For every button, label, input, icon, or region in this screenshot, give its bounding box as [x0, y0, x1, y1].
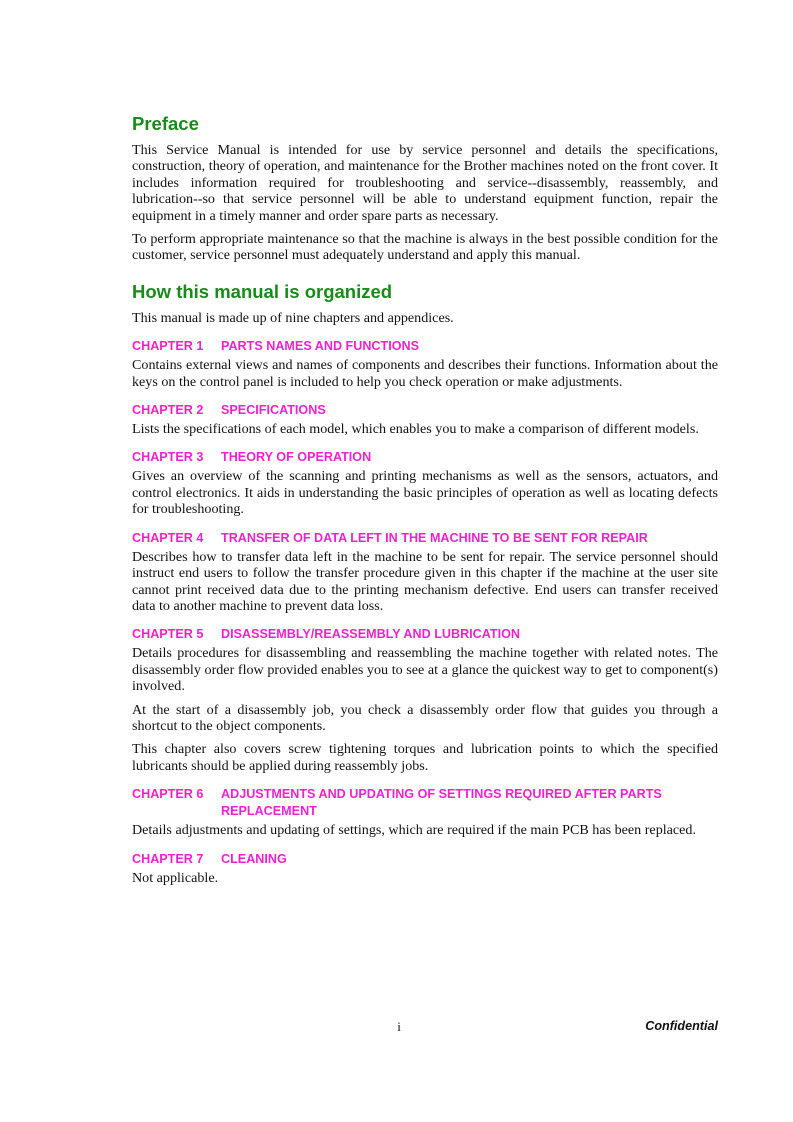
preface-paragraph: To perform appropriate maintenance so that the machine is always in the best possible condition for the customer, service personnel must adequately understand and apply this manual. [132, 231, 718, 264]
chapter-title: DISASSEMBLY/REASSEMBLY AND LUBRICATION [221, 627, 521, 642]
chapter-1 [132, 338, 718, 390]
chapter-number: CHAPTER 3 [132, 450, 204, 465]
chapter-number: CHAPTER 5 [132, 627, 204, 642]
chapter-description: Describes how to transfer data left in the machine to be sent for repair. The service personnel should instruct end users to follow the transfer procedure given in this chapter if the machine at the user site cannot print received data due to the printing mechanism defective. End users can transfer received data to another machine to prevent data loss. [132, 548, 718, 614]
chapter-description: This chapter also covers screw tightening torques and lubrication points to which the specified lubricants should be applied during reassembly jobs. [132, 741, 718, 774]
chapter-heading [132, 626, 718, 643]
chapter-2 [132, 402, 718, 437]
chapter-description: At the start of a disassembly job, you check a disassembly order flow that guides you through a shortcut to the object components. [132, 701, 718, 734]
chapter-heading [132, 530, 718, 547]
page-content [132, 112, 718, 893]
page-footer [132, 1019, 718, 1035]
confidential-label: Confidential [645, 1019, 718, 1033]
chapter-7 [132, 851, 718, 886]
chapter-title: THEORY OF OPERATION [221, 450, 372, 465]
chapter-description: Details adjustments and updating of settings, which are required if the main PCB has been replaced. [132, 822, 696, 839]
chapter-5 [132, 626, 718, 774]
chapter-heading [132, 338, 718, 355]
chapter-description: Not applicable. [132, 869, 219, 886]
chapter-title: TRANSFER OF DATA LEFT IN THE MACHINE TO BE SENT FOR REPAIR [221, 530, 648, 545]
chapter-title: SPECIFICATIONS [221, 403, 326, 418]
chapter-number: CHAPTER 7 [132, 851, 204, 866]
chapter-heading [132, 786, 718, 820]
chapter-heading [132, 449, 718, 466]
chapter-number: CHAPTER 2 [132, 403, 204, 418]
chapter-4 [132, 530, 718, 615]
chapter-description: Contains external views and names of components and describes their functions. Information about the keys on the control panel is included to help you check operation or make adjustments. [132, 357, 718, 390]
page-number: i [397, 1019, 401, 1034]
organization-intro: This manual is made up of nine chapters and appendices. [132, 309, 454, 326]
chapter-description: Lists the specifications of each model, which enables you to make a comparison of different models. [132, 421, 699, 438]
chapter-number: CHAPTER 6 [132, 787, 204, 802]
preface-heading: Preface [132, 113, 199, 134]
chapter-description: Gives an overview of the scanning and printing mechanisms as well as the sensors, actuators, and control electronics. It aids in understanding the basic principles of operation as well as locating defects for troubleshooting. [132, 468, 718, 518]
chapter-heading [132, 402, 718, 419]
chapter-heading [132, 851, 718, 868]
chapter-title: ADJUSTMENTS AND UPDATING OF SETTINGS REQUIRED AFTER PARTS REPLACEMENT [221, 787, 662, 819]
chapter-number: CHAPTER 1 [132, 339, 204, 354]
chapter-title: PARTS NAMES AND FUNCTIONS [221, 339, 420, 354]
chapter-number: CHAPTER 4 [132, 530, 204, 545]
chapter-title: CLEANING [221, 851, 287, 866]
chapter-3 [132, 449, 718, 517]
chapter-description: Details procedures for disassembling and reassembling the machine together with related notes. The disassembly order flow provided enables you to see at a glance the quickest way to get to component(s) involved. [132, 645, 718, 695]
chapter-6 [132, 786, 718, 838]
organization-heading: How this manual is organized [132, 280, 393, 302]
preface-paragraph: This Service Manual is intended for use by service personnel and details the specifications, construction, theory of operation, and maintenance for the Brother machines noted on the front cover. It includes information required for troubleshooting and service--disassembly, reassembly, and lubrication--so that service personnel will be able to understand equipment function, repair the equipment in a timely manner and order spare parts as necessary. [132, 142, 718, 224]
